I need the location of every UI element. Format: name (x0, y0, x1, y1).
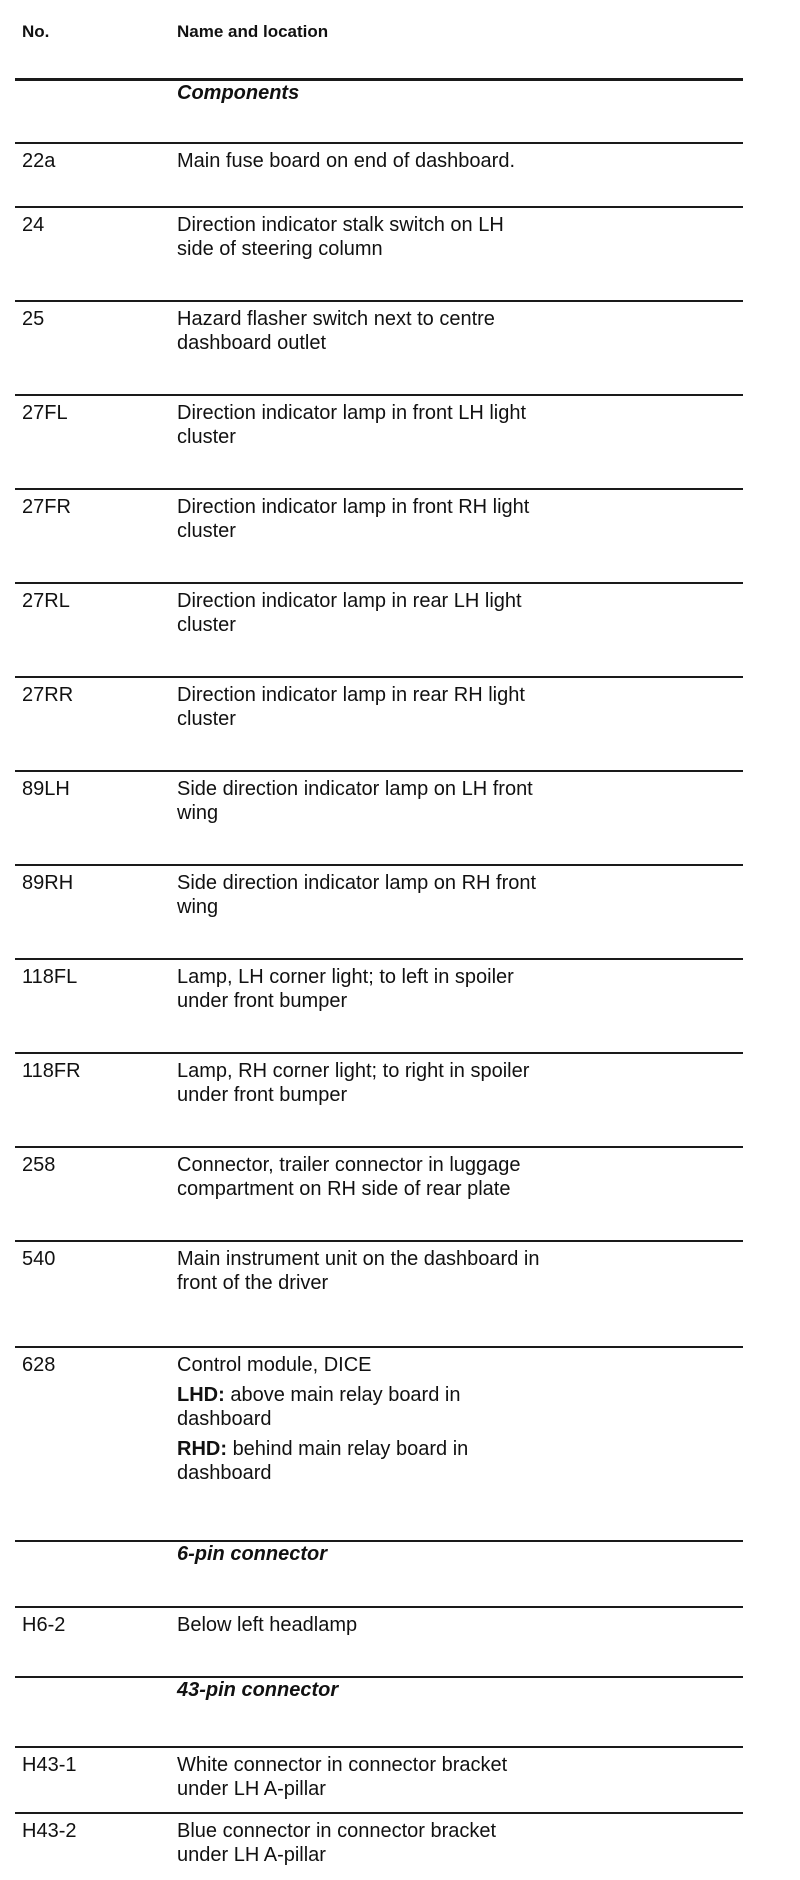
description-line: under LH A-pillar (177, 1844, 326, 1866)
table-row (15, 1346, 743, 1532)
row-number: 27FL (22, 402, 68, 424)
section-title: Components (177, 82, 300, 104)
row-number: 118FL (22, 966, 78, 988)
description-line: under LH A-pillar (177, 1778, 326, 1800)
description-line: Hazard flasher switch next to centre (177, 308, 495, 330)
row-description (177, 683, 697, 731)
row-description (177, 401, 697, 449)
description-line: Control module, DICE (177, 1354, 372, 1376)
table-row (15, 864, 743, 954)
description-line: wing (177, 896, 219, 918)
description-line: Direction indicator stalk switch on LH (177, 214, 504, 236)
table-row (15, 206, 743, 296)
description-line: Direction indicator lamp in rear LH light (177, 590, 522, 612)
description-line: under front bumper (177, 1084, 348, 1106)
row-description (177, 589, 697, 637)
table-row (15, 1240, 743, 1342)
table-row (15, 1146, 743, 1236)
row-number: 118FR (22, 1060, 81, 1082)
description-line: front of the driver (177, 1272, 329, 1294)
lhd-text-line: above main relay board in (230, 1384, 461, 1406)
row-description (177, 777, 697, 825)
table-row (15, 958, 743, 1048)
row-description (177, 1247, 697, 1295)
row-description (177, 1613, 697, 1637)
row-description (177, 149, 697, 173)
section-title: 43-pin connector (177, 1679, 339, 1701)
row-number: 89RH (22, 872, 74, 894)
table-row (15, 1606, 743, 1668)
description-line: Lamp, RH corner light; to right in spoiler (177, 1060, 530, 1082)
description-line: Blue connector in connector bracket (177, 1820, 497, 1842)
description-line: Below left headlamp (177, 1614, 358, 1636)
table-row (15, 488, 743, 578)
column-header-name: Name and location (177, 22, 329, 41)
table-row (15, 1812, 743, 1878)
table-row (15, 582, 743, 672)
column-header-no: No. (22, 22, 50, 41)
lhd-note (177, 1383, 697, 1431)
description-line: Side direction indicator lamp on LH front (177, 778, 533, 800)
row-number: 27RR (22, 684, 74, 706)
rhd-note (177, 1437, 697, 1485)
description-line: cluster (177, 708, 236, 730)
table-header (22, 22, 742, 46)
description-line: White connector in connector bracket (177, 1754, 508, 1776)
table-row (15, 770, 743, 860)
row-description (177, 307, 697, 355)
row-description (177, 1153, 697, 1201)
description-line: cluster (177, 614, 236, 636)
description-line: Direction indicator lamp in rear RH light (177, 684, 525, 706)
row-description (177, 1353, 697, 1485)
description-line: cluster (177, 426, 236, 448)
row-description (177, 965, 697, 1013)
description-line: Main instrument unit on the dashboard in (177, 1248, 540, 1270)
row-description (177, 1753, 697, 1801)
description-line: Connector, trailer connector in luggage (177, 1154, 521, 1176)
description-line: Side direction indicator lamp on RH front (177, 872, 537, 894)
row-description (177, 1819, 697, 1867)
section-row-components (15, 78, 743, 117)
row-number: 27RL (22, 590, 70, 612)
row-description (177, 1059, 697, 1107)
description-line: cluster (177, 520, 236, 542)
row-number: 22a (22, 150, 56, 172)
row-number: 540 (22, 1248, 56, 1270)
row-number: 27FR (22, 496, 71, 518)
table-row (15, 1052, 743, 1142)
description-line: Lamp, LH corner light; to left in spoiler (177, 966, 514, 988)
description-line: side of steering column (177, 238, 383, 260)
row-description (177, 213, 697, 261)
table-row (15, 142, 743, 204)
row-number: 89LH (22, 778, 70, 800)
row-number: 628 (22, 1354, 56, 1376)
section-row-43-pin (15, 1676, 743, 1718)
row-number: H43-1 (22, 1754, 77, 1776)
description-line: Direction indicator lamp in front RH light (177, 496, 530, 518)
table-row (15, 676, 743, 766)
section-title: 6-pin connector (177, 1543, 328, 1565)
rhd-text-line: dashboard (177, 1462, 272, 1484)
description-line: compartment on RH side of rear plate (177, 1178, 511, 1200)
description-line: wing (177, 802, 219, 824)
description-line: under front bumper (177, 990, 348, 1012)
row-number: 24 (22, 214, 45, 236)
table-row (15, 300, 743, 390)
row-number: H43-2 (22, 1820, 77, 1842)
section-row-6-pin (15, 1540, 743, 1580)
row-number: 25 (22, 308, 45, 330)
row-description (177, 871, 697, 919)
description-line: dashboard outlet (177, 332, 327, 354)
description-line: Main fuse board on end of dashboard. (177, 150, 516, 172)
table-row (15, 394, 743, 484)
lhd-label: LHD: (177, 1384, 225, 1406)
description-line: Direction indicator lamp in front LH light (177, 402, 527, 424)
table-row (15, 1746, 743, 1810)
row-number: 258 (22, 1154, 56, 1176)
row-number: H6-2 (22, 1614, 66, 1636)
lhd-text-line: dashboard (177, 1408, 272, 1430)
row-description (177, 495, 697, 543)
rhd-label: RHD: (177, 1438, 227, 1460)
rhd-text-line: behind main relay board in (232, 1438, 469, 1460)
